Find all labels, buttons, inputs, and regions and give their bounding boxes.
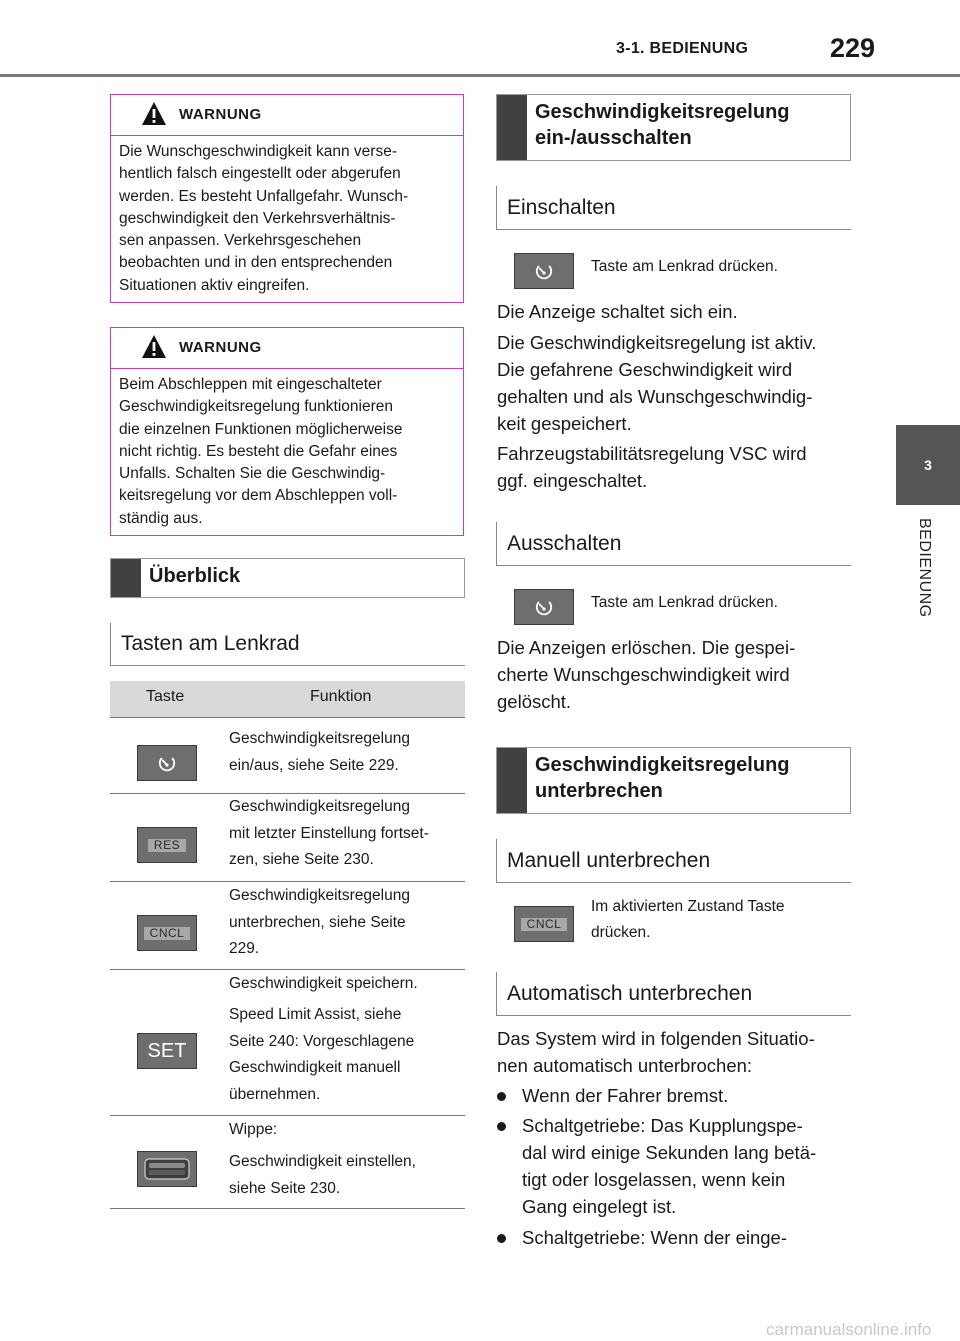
warning-title: WARNUNG — [179, 339, 262, 356]
cruise-control-icon — [156, 752, 178, 774]
section-title — [527, 748, 798, 813]
subheading-auto: Automatisch unterbrechen — [496, 972, 851, 1016]
column-header-function: Funktion — [310, 688, 372, 705]
para-line: gehalten und als Wunschgeschwindig- — [497, 386, 813, 407]
table-cell-function — [229, 1117, 277, 1144]
watermark: carmanualsonline.info — [766, 1320, 932, 1339]
cell-line: Geschwindigkeitsregelung — [229, 730, 410, 747]
page-number: 229 — [830, 33, 876, 63]
cell-line: Geschwindigkeit manuell — [229, 1059, 401, 1076]
cell-line: Geschwindigkeit einstellen, — [229, 1153, 416, 1170]
warning-line: Situationen aktiv eingreifen. — [119, 276, 310, 294]
row-divider — [110, 969, 465, 970]
bullet-text — [522, 1224, 852, 1251]
cell-line: unterbrechen, siehe Seite — [229, 913, 406, 931]
section-interrupt — [496, 747, 851, 814]
bullet-line: Schaltgetriebe: Das Kupplungspe- — [522, 1115, 803, 1136]
key-cruise-toggle[interactable] — [137, 745, 197, 781]
section-title-line: Geschwindigkeitsregelung — [535, 101, 790, 123]
section-bar — [497, 748, 527, 813]
key-cncl[interactable] — [137, 915, 197, 951]
section-overview — [110, 558, 465, 598]
para-line: keit gespeichert. — [497, 413, 632, 434]
warning-head — [111, 95, 463, 136]
warning-line: beobachten und in den entsprechenden — [119, 254, 393, 272]
warning-box — [110, 94, 464, 303]
cell-line: Geschwindigkeitsregelung — [229, 798, 410, 815]
bullet-line: Wenn der Fahrer bremst. — [522, 1085, 729, 1106]
warning-line: Die Wunschgeschwindigkeit kann verse- — [119, 143, 397, 160]
row-divider — [110, 1208, 465, 1209]
key-label: CNCL — [521, 918, 568, 931]
key-note: Taste am Lenkrad drücken. — [591, 258, 778, 275]
header-rule — [0, 74, 960, 77]
warning-line: Beim Abschleppen mit eingeschalteter — [119, 376, 382, 393]
key-cruise-on[interactable] — [514, 253, 574, 289]
key-res[interactable] — [137, 827, 197, 863]
chapter-tab[interactable] — [896, 425, 960, 505]
bullet-line: Gang eingelegt ist. — [522, 1196, 677, 1217]
key-label: SET — [147, 1039, 187, 1062]
para-line: gelöscht. — [497, 691, 572, 712]
note-line: drücken. — [591, 924, 651, 941]
cruise-control-icon — [533, 260, 555, 282]
key-label: RES — [148, 839, 186, 852]
key-label: CNCL — [144, 927, 191, 940]
warning-text — [111, 369, 463, 538]
para-line: Die Anzeigen erlöschen. Die gespei- — [497, 637, 796, 658]
subheading-manual: Manuell unterbrechen — [496, 839, 851, 883]
section-title-line: unterbrechen — [535, 780, 663, 802]
table-cell-function — [229, 971, 418, 998]
chapter-label: BEDIENUNG — [916, 518, 933, 618]
para-line: cherte Wunschgeschwindigkeit wird — [497, 664, 790, 685]
cell-line: mit letzter Einstellung fortset- — [229, 824, 429, 842]
bullet-dot — [497, 1092, 506, 1101]
warning-triangle-icon — [141, 334, 167, 360]
para-line: Die Geschwindigkeitsregelung ist aktiv. — [497, 332, 817, 353]
paragraph: Die Anzeige schaltet sich ein. — [497, 301, 738, 322]
key-rocker[interactable] — [137, 1151, 197, 1187]
para-line: Das System wird in folgenden Situatio- — [497, 1028, 815, 1049]
para-line: nen automatisch unterbrochen: — [497, 1055, 753, 1076]
paragraph — [497, 440, 807, 494]
warning-line: hentlich falsch eingestellt oder abgerufen — [119, 165, 401, 183]
chapter-number: 3 — [924, 457, 932, 473]
table-cell-function — [229, 794, 429, 874]
section-bar — [111, 559, 141, 597]
para-line: Fahrzeugstabilitätsregelung VSC wird — [497, 443, 807, 464]
para-line: Die gefahrene Geschwindigkeit wird — [497, 359, 793, 380]
warning-title: WARNUNG — [179, 106, 262, 123]
key-note: Taste am Lenkrad drücken. — [591, 594, 778, 611]
cell-line: Speed Limit Assist, siehe — [229, 1006, 402, 1023]
cell-line: 229. — [229, 940, 260, 957]
section-toggle — [496, 94, 851, 161]
table-header — [110, 681, 465, 718]
cell-line: Geschwindigkeit speichern. — [229, 975, 418, 992]
warning-line: nicht richtig. Es besteht die Gefahr eines — [119, 442, 398, 460]
section-title-line: Geschwindigkeitsregelung — [535, 754, 790, 776]
cell-line: Geschwindigkeitsregelung — [229, 887, 410, 904]
table-cell-function — [229, 726, 410, 779]
warning-line: sen anpassen. Verkehrsgeschehen — [119, 232, 362, 250]
warning-triangle-icon — [141, 101, 167, 127]
warning-box — [110, 327, 464, 536]
bullet-text — [522, 1112, 852, 1220]
cell-line: Wippe: — [229, 1121, 278, 1138]
paragraph — [497, 1025, 815, 1079]
cruise-control-icon — [533, 596, 555, 618]
subheading-keys: Tasten am Lenkrad — [110, 623, 465, 666]
warning-line: werden. Es besteht Unfallgefahr. Wunsch- — [119, 187, 409, 205]
column-header-key: Taste — [146, 688, 185, 705]
cell-line: siehe Seite 230. — [229, 1179, 341, 1197]
section-header: 3-1. BEDIENUNG — [616, 40, 749, 57]
bullet-line: dal wird einige Sekunden lang betä- — [522, 1142, 817, 1163]
subheading-on: Einschalten — [496, 186, 851, 230]
para-line: ggf. eingeschaltet. — [497, 470, 648, 491]
paragraph — [497, 329, 816, 437]
bullet-line: Schaltgetriebe: Wenn der einge- — [522, 1227, 787, 1248]
key-cncl-manual[interactable] — [514, 906, 574, 942]
rocker-switch-icon — [142, 1155, 192, 1183]
warning-line: Geschwindigkeitsregelung funktionieren — [119, 398, 393, 416]
cell-line: ein/aus, siehe Seite 229. — [229, 756, 399, 774]
table-cell-function — [229, 1002, 414, 1108]
section-title: Überblick — [149, 565, 241, 587]
bullet-line: tigt oder losgelassen, wenn kein — [522, 1169, 786, 1190]
warning-head — [111, 328, 463, 369]
row-divider — [110, 1115, 465, 1116]
paragraph — [497, 634, 795, 715]
warning-line: Unfalls. Schalten Sie die Geschwindig- — [119, 465, 386, 483]
warning-line: geschwindigkeit den Verkehrsverhältnis- — [119, 209, 396, 227]
warning-line: keitsregelung vor dem Abschleppen voll- — [119, 487, 398, 505]
key-cruise-off[interactable] — [514, 589, 574, 625]
table-cell-function — [229, 1149, 416, 1202]
note-line: Im aktivierten Zustand Taste — [591, 898, 785, 915]
section-title-line: ein-/ausschalten — [535, 127, 692, 149]
table-cell-function — [229, 883, 410, 963]
bullet-dot — [497, 1234, 506, 1243]
bullet-dot — [497, 1122, 506, 1131]
cell-line: übernehmen. — [229, 1085, 321, 1103]
section-title — [527, 95, 798, 160]
warning-text — [111, 136, 463, 305]
row-divider — [110, 881, 465, 882]
bullet-text — [522, 1082, 852, 1109]
section-bar — [497, 95, 527, 160]
cell-line: zen, siehe Seite 230. — [229, 851, 374, 868]
warning-line: ständig aus. — [119, 509, 203, 527]
cell-line: Seite 240: Vorgeschlagene — [229, 1032, 415, 1050]
warning-line: die einzelnen Funktionen möglicherweise — [119, 420, 403, 438]
key-set[interactable] — [137, 1033, 197, 1069]
key-note — [591, 894, 785, 946]
subheading-off: Ausschalten — [496, 522, 851, 566]
